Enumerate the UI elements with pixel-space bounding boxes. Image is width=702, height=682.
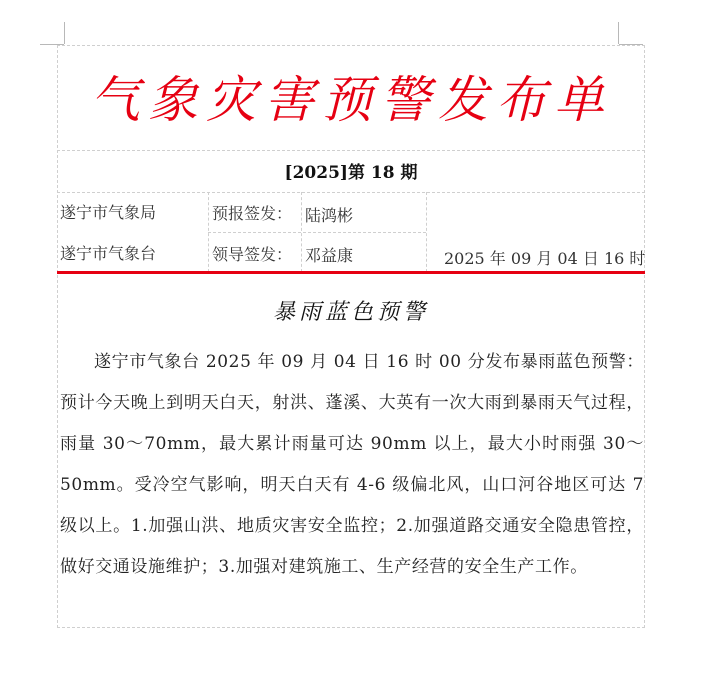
- table-divider: [57, 150, 645, 151]
- issue-time: 2025 年 09 月 04 日 16 时: [444, 249, 646, 268]
- red-separator: [57, 271, 645, 274]
- table-divider: [57, 192, 645, 193]
- org-bureau: 遂宁市气象局: [60, 203, 157, 222]
- table-divider: [208, 232, 426, 233]
- warning-body: 遂宁市气象台 2025 年 09 月 04 日 16 时 00 分发布暴雨蓝色预警：预计今天晚上到明天白天，射洪、蓬溪、大英有一次大雨到暴雨天气过程，雨量 30～70mm，最大累计雨量可达 90mm 以上，最大小时雨强 30～50mm。受冷空气影响，明天白天有 4-6 级偏北风，山口河谷地区可达 7 级以上。1.加强山洪、地质灾害安全监控；2.加强道路交通安全隐患管控，做好交通设施维护；3.加强对建筑施工、生产经营的安全生产工作。: [60, 352, 644, 577]
- leader-sign-name: 邓益康: [305, 246, 354, 265]
- table-divider: [301, 192, 302, 272]
- forecast-sign-label: 预报签发：: [212, 204, 293, 223]
- forecast-sign-name: 陆鸿彬: [305, 206, 354, 225]
- page-corner-mark: [618, 22, 619, 44]
- org-station: 遂宁市气象台: [60, 244, 157, 263]
- table-divider: [426, 192, 427, 272]
- document-title: 气象灾害预警发布单: [90, 71, 612, 129]
- warning-title: 暴雨蓝色预警: [272, 300, 429, 325]
- page-corner-mark: [64, 22, 65, 44]
- issue-number: [2025]第 18 期: [284, 163, 418, 183]
- leader-sign-label: 领导签发：: [212, 245, 293, 264]
- table-divider: [208, 192, 209, 272]
